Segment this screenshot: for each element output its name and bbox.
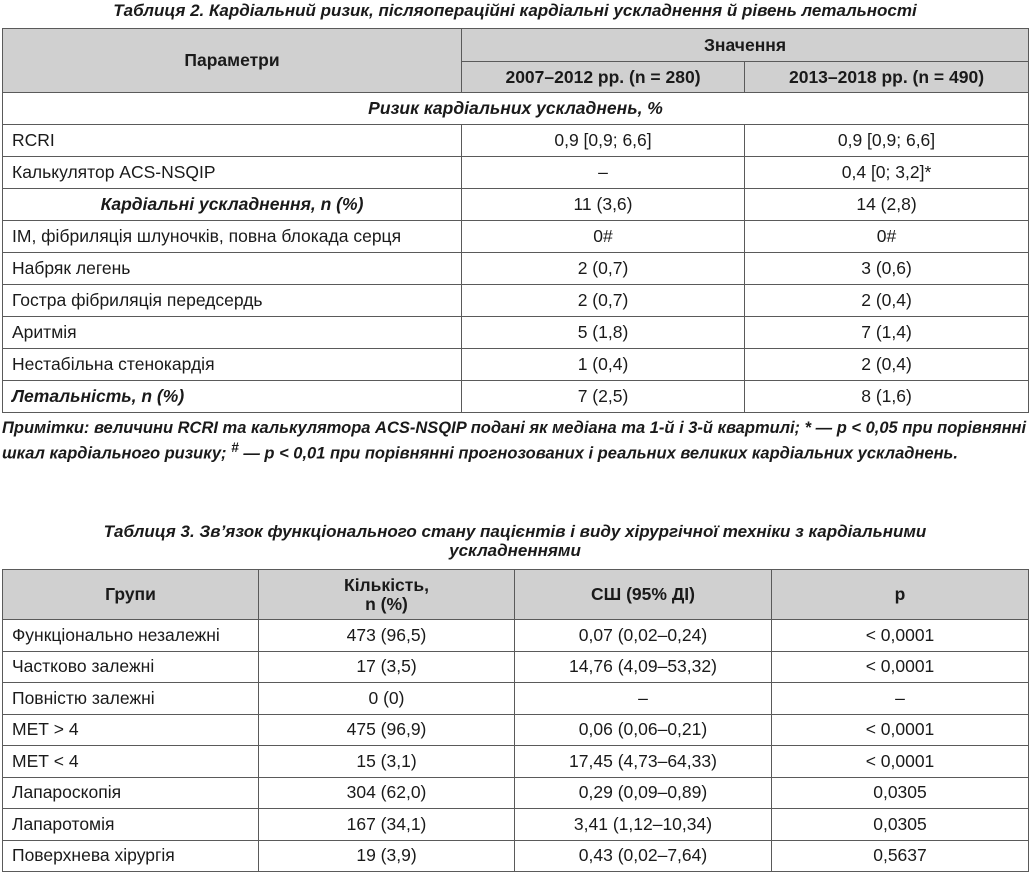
cell-group: МЕТ > 4 xyxy=(3,714,259,746)
cell-period-2: 14 (2,8) xyxy=(745,189,1029,221)
cell-or: 0,29 (0,09–0,89) xyxy=(515,777,772,809)
row-label: Нестабільна стенокардія xyxy=(3,349,462,381)
row-label: Летальність, n (%) xyxy=(3,381,462,413)
cell-or: 0,43 (0,02–7,64) xyxy=(515,840,772,872)
table3-caption xyxy=(0,522,1030,560)
cell-period-1: – xyxy=(462,157,745,189)
table-row xyxy=(3,253,1029,285)
table-row xyxy=(3,809,1029,841)
table-row xyxy=(3,651,1029,683)
table-row xyxy=(3,683,1029,715)
table2-header-values: Значення xyxy=(462,29,1029,62)
cell-period-1: 0# xyxy=(462,221,745,253)
cell-p: 0,0305 xyxy=(772,777,1029,809)
cell-p: 0,0305 xyxy=(772,809,1029,841)
cell-p: < 0,0001 xyxy=(772,746,1029,778)
table-row xyxy=(3,746,1029,778)
cell-or: 17,45 (4,73–64,33) xyxy=(515,746,772,778)
table-row xyxy=(3,221,1029,253)
cell-or: – xyxy=(515,683,772,715)
cell-count: 17 (3,5) xyxy=(259,651,515,683)
cell-group: Поверхнева хірургія xyxy=(3,840,259,872)
notes-hash-sup: # xyxy=(231,440,239,455)
table3 xyxy=(2,569,1029,872)
cell-or: 0,06 (0,06–0,21) xyxy=(515,714,772,746)
table-row xyxy=(3,285,1029,317)
row-label: Калькулятор ACS-NSQIP xyxy=(3,157,462,189)
cell-or: 3,41 (1,12–10,34) xyxy=(515,809,772,841)
cell-p: < 0,0001 xyxy=(772,714,1029,746)
cell-count: 0 (0) xyxy=(259,683,515,715)
cell-count: 304 (62,0) xyxy=(259,777,515,809)
cell-count: 473 (96,5) xyxy=(259,620,515,652)
table2-header-period-2: 2013–2018 рр. (n = 490) xyxy=(745,62,1029,93)
table3-header-count-line2: n (%) xyxy=(365,593,408,614)
table-row xyxy=(3,157,1029,189)
cell-p: < 0,0001 xyxy=(772,620,1029,652)
cell-period-2: 0# xyxy=(745,221,1029,253)
table-row xyxy=(3,777,1029,809)
table3-caption-line2: ускладненнями xyxy=(449,541,581,560)
table-row xyxy=(3,349,1029,381)
table-row xyxy=(3,714,1029,746)
table3-header-or: СШ (95% ДІ) xyxy=(515,570,772,620)
cell-period-2: 2 (0,4) xyxy=(745,285,1029,317)
table3-header-count-line1: Кількість, xyxy=(344,574,429,595)
table-row xyxy=(3,189,1029,221)
cell-or: 14,76 (4,09–53,32) xyxy=(515,651,772,683)
cell-period-1: 1 (0,4) xyxy=(462,349,745,381)
table-row xyxy=(3,125,1029,157)
cell-group: Лапароскопія xyxy=(3,777,259,809)
table-row xyxy=(3,840,1029,872)
cell-group: Функціонально незалежні xyxy=(3,620,259,652)
row-label: Кардіальні ускладнення, n (%) xyxy=(3,189,462,221)
table3-header-groups: Групи xyxy=(3,570,259,620)
cell-count: 15 (3,1) xyxy=(259,746,515,778)
cell-group: Частково залежні xyxy=(3,651,259,683)
table-row xyxy=(3,317,1029,349)
cell-period-2: 2 (0,4) xyxy=(745,349,1029,381)
cell-period-2: 8 (1,6) xyxy=(745,381,1029,413)
cell-count: 19 (3,9) xyxy=(259,840,515,872)
table-row xyxy=(3,381,1029,413)
table2-caption: Таблиця 2. Кардіальний ризик, післяопераційні кардіальні ускладнення й рівень летальності xyxy=(113,1,917,20)
cell-period-2: 0,9 [0,9; 6,6] xyxy=(745,125,1029,157)
row-label: Аритмія xyxy=(3,317,462,349)
row-label: Набряк легень xyxy=(3,253,462,285)
cell-period-2: 0,4 [0; 3,2]* xyxy=(745,157,1029,189)
table3-header-count xyxy=(259,570,515,620)
notes-text-1: Примітки: величини RCRI та калькулятора ACS-NSQIP подані як медіана та 1-й і 3-й квартилі; * — р < 0,05 при порівнянні шкал кардіального ризику; xyxy=(2,419,1027,463)
cell-group: Повністю залежні xyxy=(3,683,259,715)
notes-text-2: — р < 0,01 при порівнянні прогнозованих і реальних великих кардіальних ускладнень. xyxy=(238,444,958,463)
row-label: Гостра фібриляція передсердь xyxy=(3,285,462,317)
cell-period-2: 7 (1,4) xyxy=(745,317,1029,349)
table2-header-period-1: 2007–2012 рр. (n = 280) xyxy=(462,62,745,93)
cell-p: < 0,0001 xyxy=(772,651,1029,683)
cell-group: МЕТ < 4 xyxy=(3,746,259,778)
cell-period-1: 5 (1,8) xyxy=(462,317,745,349)
table2-section-risk: Ризик кардіальних ускладнень, % xyxy=(3,93,1029,125)
cell-or: 0,07 (0,02–0,24) xyxy=(515,620,772,652)
table2-header-parameters: Параметри xyxy=(3,29,462,93)
cell-period-1: 11 (3,6) xyxy=(462,189,745,221)
row-label: RCRI xyxy=(3,125,462,157)
table3-header-p: p xyxy=(772,570,1029,620)
table2-notes xyxy=(2,419,1030,464)
table3-caption-line1: Таблиця 3. Зв’язок функціонального стану пацієнтів і виду хірургічної техніки з кардіальними xyxy=(103,522,927,541)
table2 xyxy=(2,28,1029,413)
row-label: ІМ, фібриляція шлуночків, повна блокада серця xyxy=(3,221,462,253)
cell-group: Лапаротомія xyxy=(3,809,259,841)
cell-p: – xyxy=(772,683,1029,715)
table-row xyxy=(3,620,1029,652)
cell-count: 475 (96,9) xyxy=(259,714,515,746)
cell-period-1: 7 (2,5) xyxy=(462,381,745,413)
cell-period-2: 3 (0,6) xyxy=(745,253,1029,285)
cell-period-1: 2 (0,7) xyxy=(462,253,745,285)
cell-count: 167 (34,1) xyxy=(259,809,515,841)
cell-period-1: 2 (0,7) xyxy=(462,285,745,317)
cell-period-1: 0,9 [0,9; 6,6] xyxy=(462,125,745,157)
cell-p: 0,5637 xyxy=(772,840,1029,872)
